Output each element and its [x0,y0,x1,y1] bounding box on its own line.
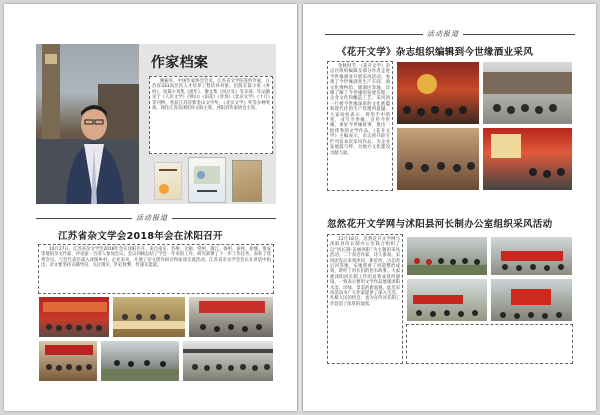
group-photo [38,340,98,382]
article-title: 江苏省杂文学会2018年会在沭阳召开 [58,231,223,242]
winery-entrance-photo [482,61,573,125]
article1-title: 《花开文学》杂志组织编辑到今世缘酒业采风 [337,47,534,58]
river-dike-photo [406,278,488,322]
article-text: 10月27日，江苏省杂文学会2018年会在沭阳召开。来自南京、苏州、无锡、常州、镇江、扬州、泰州、盐城、淮安等地的杂文作家、评论家一百余人参加会议。会议回顾总结了学会一年来的工作，研究部署了下一步工作任务，表彰了优秀会员。与会代表还深入沭阳乡村、企业采风，开展了杂文创作研讨和座谈交流活动。江苏省杂文学会会长在讲话中指出，杂文要坚持正确导向，关注现实，针砭时弊，传递正能量。 [38,244,274,294]
article2-text-continued [406,324,573,364]
profile-title: 作家档案 [151,55,209,71]
article2-text: 11月18日，忽然花开文学网与沭阳县河长制办公室联合组织了以“河长制·美丽沭阳”为主题的采风活动。二十余名作家、诗人参加。采风团先后来到沭河、新沂河、古泊善后河等地，实地察看了河道整治成效，聆听了河长们的治水故事。大家被沭阳河长制工作的显著成效所感染，一致表示要用文学作品展现沭阳水美、岸绿、景美的新面貌。此次采风活动为广大作家提供了深入生活、扎根人民的机会，也为宣传河长制工作营造了浓厚的氛围。 [327,234,403,364]
book-cover-photo [154,162,182,200]
courtyard-group-photo [182,340,274,382]
exhibition-hall-photo [482,127,573,191]
banner-group-photo [490,236,573,276]
article2-title: 忽然花开文学网与沭阳县河长制办公室组织采风活动 [327,219,553,230]
riverside-group-photo [406,236,488,276]
book-cover-photo [232,160,262,202]
tasting-photo [396,127,480,191]
profile-text: 姚振军，中国作家协会会员，江苏省文学院签约作家，江苏省333高层次人才培养工程培养对象。出版长篇小说《乡村》、短篇小说集《流年》、散文集《风过耳》等多部，作品散见于《人民文学》《钟山》《雨花》《青春》《北京文学》《十月》等刊物，曾获江苏省紫金山文学奖、《北京文学》奖等多种奖项。现任江苏省沭阳县文联主席、沭阳县作家协会主席。 [149,76,273,154]
left-page [4,4,297,411]
article1-text: 金秋时节，《花开文学》杂志社组织编辑及部分作者走进今世缘酒业开展采风活动。参观了今世缘酒业生产车间、酒文化博物馆、储酒区等地，详细了解了今世缘的发展历程、企业文化和酿造工艺。采风团一行被今世缘深厚的文化底蕴和现代化的生产管理所震撼。大家纷纷表示，将用手中的笔，书写今世缘，宣传今世缘，讲好今世缘故事，推出一批优秀的文学作品。《花开文学》主编表示，杂志将开辟专栏刊发本次采风作品，为企业发展鼓与呼，为地方文化建设贡献力量。 [327,61,393,191]
author-portrait-photo [36,44,139,204]
flag-photo [490,278,573,322]
meeting-hall-photo [188,296,274,338]
section-label: 活动报道 [423,29,463,39]
portrait-illustration [36,44,139,204]
event-banner-photo [38,296,110,338]
winery-photo [396,61,480,125]
meeting-room-photo [112,296,186,338]
right-page [303,4,596,411]
book-cover-photo [188,157,226,203]
section-label: 活动报道 [132,213,172,223]
village-visit-photo [100,340,180,382]
